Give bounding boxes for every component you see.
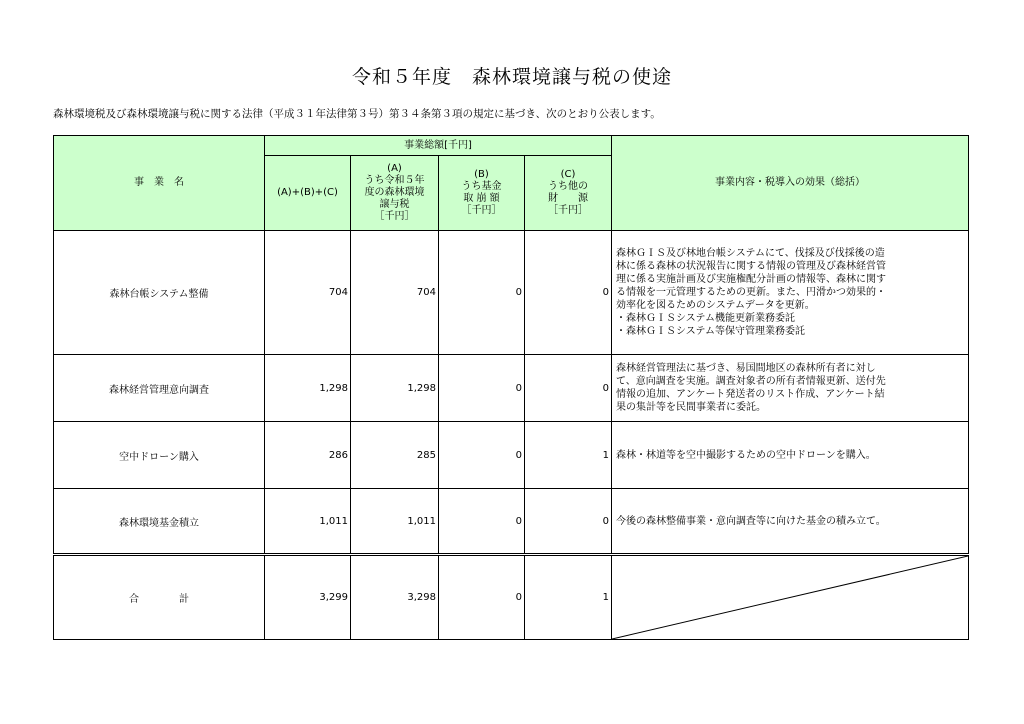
row-total: 1,298	[265, 355, 351, 422]
header-a-line: (A)	[387, 163, 402, 174]
row-b: 0	[439, 355, 525, 422]
desc-line: 森林ＧＩＳ及び林地台帳システムにて、伐採及び伐採後の造	[616, 248, 885, 259]
row-b: 0	[439, 489, 525, 555]
row-total: 286	[265, 422, 351, 489]
desc-line: ・森林ＧＩＳシステム機能更新業務委託	[616, 313, 795, 324]
row-name: 森林台帳システム整備	[54, 231, 265, 355]
desc-line: ・森林ＧＩＳシステム等保守管理業務委託	[616, 326, 805, 337]
desc-line: 今後の森林整備事業・意向調査等に向けた基金の積み立て。	[616, 515, 886, 527]
desc-line: 森林経営管理法に基づき、易国間地区の森林所有者に対し	[616, 363, 876, 374]
row-name: 空中ドローン購入	[54, 422, 265, 489]
desc-line: 林に係る森林の状況報告に関する情報の管理及び森林経営管	[616, 261, 886, 272]
row-a: 704	[351, 231, 439, 355]
header-a-line: ［千円］	[374, 211, 415, 222]
header-desc: 事業内容・税導入の効果（総括）	[612, 136, 969, 231]
desc-line: 効率化を図るためのシステムデータを更新。	[616, 300, 815, 311]
usage-table	[53, 135, 969, 640]
row-desc	[612, 355, 969, 422]
total-row	[54, 555, 969, 640]
row-name: 森林経営管理意向調査	[54, 355, 265, 422]
header-a-line: うち令和５年	[364, 175, 425, 186]
desc-line: る情報を一元管理するための更新。また、円滑かつ効果的・	[616, 287, 886, 298]
table-row	[54, 489, 969, 555]
header-total-group: 事業総額[千円]	[265, 136, 612, 156]
row-a: 285	[351, 422, 439, 489]
header-b-line: うち基金	[461, 181, 502, 192]
row-desc	[612, 231, 969, 355]
row-c: 0	[525, 489, 612, 555]
desc-line: 情報の追加、アンケート発送者のリスト作成、アンケート結	[616, 389, 885, 400]
header-b-line: ［千円］	[461, 205, 502, 216]
header-b-line: (B)	[474, 169, 489, 180]
table-row	[54, 422, 969, 489]
header-a-line: 譲与税	[379, 199, 410, 210]
desc-line: 理に係る実施計画及び実施権配分計画の情報等、森林に関す	[616, 274, 886, 285]
row-b: 0	[439, 231, 525, 355]
row-name: 森林環境基金積立	[54, 489, 265, 555]
row-total: 704	[265, 231, 351, 355]
total-b: 0	[439, 555, 525, 640]
desc-line: 果の集計等を民間事業者に委託。	[616, 402, 766, 413]
row-a: 1,011	[351, 489, 439, 555]
total-total: 3,299	[265, 555, 351, 640]
header-c-line: うち他の	[548, 181, 588, 192]
page-title: 令和５年度 森林環境譲与税の使途	[351, 66, 672, 88]
header-b-line: 取 崩 額	[463, 193, 500, 204]
row-desc	[612, 489, 969, 555]
header-c-line: 財 源	[548, 193, 588, 204]
header-c-line: (C)	[560, 169, 576, 180]
row-desc	[612, 422, 969, 489]
total-label: 合 計	[54, 555, 265, 640]
header-a	[351, 156, 439, 231]
total-a: 3,298	[351, 555, 439, 640]
row-a: 1,298	[351, 355, 439, 422]
header-abc: (A)+(B)+(C)	[265, 156, 351, 231]
total-desc-slash	[612, 555, 969, 640]
header-c	[525, 156, 612, 231]
lead-text: 森林環境税及び森林環境譲与税に関する法律（平成３１年法律第３号）第３４条第３項の規定に基づき、次のとおり公表します。	[53, 108, 661, 120]
row-b: 0	[439, 422, 525, 489]
row-c: 0	[525, 231, 612, 355]
table-row	[54, 231, 969, 355]
row-c: 1	[525, 422, 612, 489]
total-c: 1	[525, 555, 612, 640]
row-total: 1,011	[265, 489, 351, 555]
table-row	[54, 355, 969, 422]
header-a-line: 度の森林環境	[364, 187, 425, 198]
diagonal-slash	[612, 556, 968, 639]
header-c-line: ［千円］	[548, 205, 588, 216]
header-name: 事 業 名	[54, 136, 265, 231]
row-c: 0	[525, 355, 612, 422]
header-b	[439, 156, 525, 231]
desc-line: て、意向調査を実施。調査対象者の所有者情報更新、送付先	[616, 376, 886, 387]
desc-line: 森林・林道等を空中撮影するための空中ドローンを購入。	[616, 449, 876, 461]
